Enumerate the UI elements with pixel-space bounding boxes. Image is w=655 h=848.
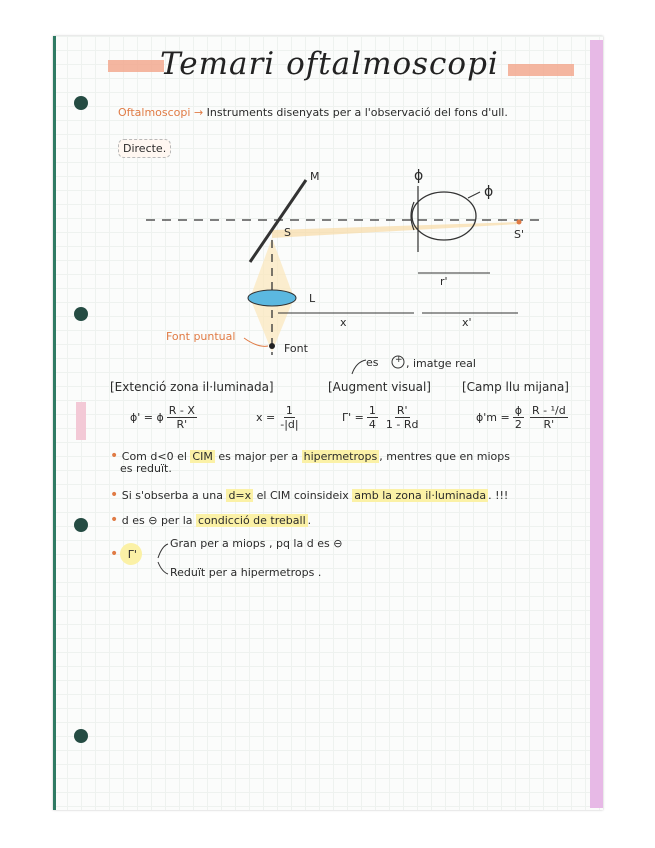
bullet-1-line2: es reduït. bbox=[120, 462, 172, 475]
bullet-2-post: . !!! bbox=[488, 489, 509, 502]
label-r-prime: r' bbox=[440, 275, 448, 288]
header-augment: [Augment visual] bbox=[328, 380, 431, 394]
label-lens: L bbox=[309, 292, 316, 305]
real-note-text: , imatge real bbox=[406, 357, 476, 370]
label-font: Font bbox=[284, 342, 308, 355]
gamma-branch-up bbox=[158, 544, 168, 558]
formula-camp-lhs: ϕ'm = bbox=[476, 411, 510, 424]
real-note-arrow bbox=[352, 360, 366, 374]
formula-augment bbox=[342, 404, 423, 431]
bullet-1-mid: es major per a bbox=[214, 450, 302, 463]
real-note-es: es bbox=[366, 356, 379, 369]
real-note-circled: + bbox=[395, 355, 403, 365]
s-prime-dot bbox=[517, 220, 522, 225]
bullet-1-pre: Com d<0 el bbox=[121, 450, 191, 463]
bullet-dot: • bbox=[110, 512, 119, 528]
formula-extension bbox=[130, 404, 200, 431]
formula-camp-den1: 2 bbox=[514, 418, 522, 431]
label-x-prime: x' bbox=[462, 316, 472, 329]
formula-augment-num1: 1 bbox=[368, 404, 376, 417]
formula-augment-lhs: Γ' = bbox=[342, 411, 364, 424]
label-phi-prime: ϕ bbox=[484, 184, 494, 200]
formula-camp-den2: R' bbox=[543, 418, 555, 431]
formula-x-num: 1 bbox=[285, 404, 293, 417]
bullet-3-hl1: condicció de treball bbox=[198, 514, 306, 527]
bullet-2 bbox=[110, 487, 508, 503]
gamma-branch-down bbox=[158, 562, 168, 574]
bullet-3-post: . bbox=[307, 514, 312, 527]
point-source-dot bbox=[269, 343, 275, 349]
bullet-3-pre: d es ⊖ per la bbox=[121, 514, 197, 527]
gamma-bullet bbox=[110, 546, 137, 562]
gamma-symbol: Γ' bbox=[127, 548, 137, 561]
label-x: x bbox=[340, 316, 347, 329]
label-mirror: M bbox=[310, 170, 320, 183]
formula-augment-den2: 1 - Rd bbox=[385, 418, 419, 431]
mirror bbox=[250, 180, 306, 262]
label-font-puntual: Font puntual bbox=[166, 330, 236, 343]
intro-text: Instruments disenyats per a l'observació del fons d'ull. bbox=[206, 106, 508, 119]
formula-camp bbox=[476, 404, 571, 431]
formula-augment-num2: R' bbox=[396, 404, 408, 417]
bullet-1-post: , mentres que en miops bbox=[379, 450, 510, 463]
bullet-dot: • bbox=[110, 487, 119, 503]
formula-extension-num: R - X bbox=[168, 404, 195, 417]
gamma-line-1: Gran per a miops , pq la d es ⊖ bbox=[170, 537, 343, 550]
bullet-1-hl2: hipermetrops bbox=[303, 450, 378, 463]
font-pointer bbox=[244, 338, 268, 346]
formula-camp-num2: R - ¹/d bbox=[531, 404, 566, 417]
beam-reflected bbox=[272, 222, 520, 238]
formula-x-lhs: x = bbox=[256, 411, 276, 424]
bullet-dot: • bbox=[110, 448, 119, 464]
bullet-2-hl1: d=x bbox=[228, 489, 252, 502]
intro-term: Oftalmoscopi bbox=[118, 106, 191, 119]
bullet-2-pre: Si s'obserba a una bbox=[121, 489, 227, 502]
label-s-prime: S' bbox=[514, 228, 525, 241]
header-camp: [Camp llu mijana] bbox=[462, 380, 569, 394]
header-extension: [Extenció zona il·luminada] bbox=[110, 380, 274, 394]
arrow-glyph: → bbox=[193, 106, 204, 119]
formula-x bbox=[256, 404, 304, 431]
gamma-line-2: Reduït per a hipermetrops . bbox=[170, 566, 322, 579]
formula-augment-den1: 4 bbox=[368, 418, 376, 431]
page-title: Temari oftalmoscopi bbox=[160, 46, 499, 82]
formula-camp-num1: ϕ bbox=[514, 404, 522, 417]
bullet-3 bbox=[110, 512, 311, 528]
bullet-dot: • bbox=[110, 546, 119, 562]
bullet-2-hl2: amb la zona il·luminada bbox=[354, 489, 487, 502]
label-phi: ϕ bbox=[414, 168, 424, 184]
formula-extension-den: R' bbox=[176, 418, 188, 431]
bullet-2-mid: el CIM coinsideix bbox=[253, 489, 353, 502]
label-s: S bbox=[284, 226, 291, 239]
eye-globe bbox=[412, 192, 476, 240]
formula-x-den: -|d| bbox=[280, 418, 299, 431]
bullet-1-hl1: CIM bbox=[192, 450, 213, 463]
phi-arrow bbox=[468, 192, 480, 198]
lens bbox=[248, 290, 296, 306]
section-label: Directe. bbox=[118, 139, 171, 158]
formula-extension-lhs: ϕ' = ϕ bbox=[130, 411, 164, 424]
